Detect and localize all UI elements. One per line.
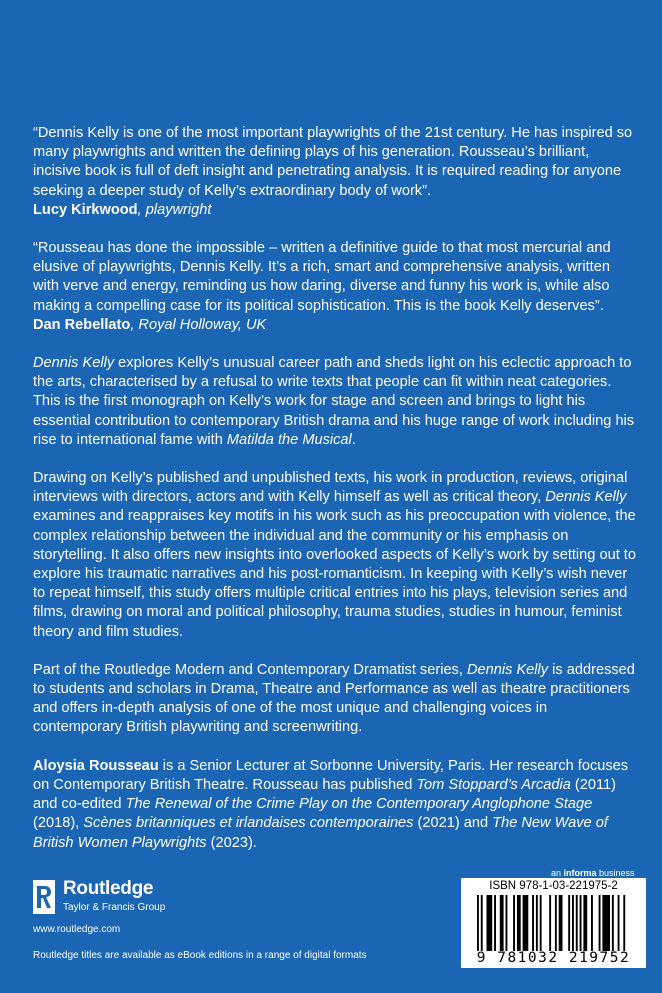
publication-title: The New Wave of British Women Playwrights	[33, 815, 608, 851]
routledge-logo-icon	[33, 880, 55, 914]
endorsement-rebellato	[33, 239, 638, 335]
book-title: Dennis Kelly	[33, 355, 115, 372]
description-text: .	[351, 431, 356, 448]
barcode-bar	[612, 895, 614, 951]
endorsement-kirkwood	[33, 124, 638, 220]
informa-brand: informa	[563, 868, 597, 878]
book-title: Dennis Kelly	[466, 661, 549, 678]
author-name: Aloysia Rousseau	[33, 757, 159, 774]
barcode-bar	[532, 895, 534, 951]
barcode-bar	[506, 895, 508, 951]
barcode-bar	[494, 895, 496, 951]
barcode-bar	[540, 895, 542, 951]
barcode-bar	[583, 895, 587, 951]
endorser-role: , playwright	[137, 201, 212, 218]
endorser-role: , Royal Holloway, UK	[130, 316, 267, 333]
barcode-bar	[568, 895, 570, 951]
barcode-bar	[572, 895, 574, 951]
author-bio	[33, 757, 638, 853]
barcode-bar	[523, 895, 529, 951]
barcode-bar	[555, 895, 557, 951]
barcode-bar	[559, 895, 563, 951]
quote-attribution	[33, 201, 638, 220]
description-text: Drawing on Kelly’s published and unpublished texts, his work in production, reviews, original interviews with directors, actors and with Kelly himself as well as critical theory,	[33, 470, 628, 506]
bio-text: (2023).	[206, 834, 257, 851]
quote-text: “Dennis Kelly is one of the most important playwrights of the 21st century. He has inspired so many playwrights and written the defining plays of his generation. Rousseau’s brilliant, incisive book is full of deft insight and penetrating analysis. It is required reading for anyone seeking a deeper study of Kelly’s extraordinary body of work”.	[33, 125, 633, 199]
barcode-bar	[481, 895, 483, 951]
barcode-bar	[517, 895, 521, 951]
description-paragraph-1	[33, 354, 638, 450]
bio-text: is a Senior Lecturer at Sorbonne University, Paris. Her research focuses on Contemporary British Theatre. Rousseau has published	[33, 757, 629, 793]
barcode-bar	[500, 895, 504, 951]
description-text: examines and reappraises key motifs in his work such as his preoccupation with violence, the complex relationship between the individual and the community or his emphasis on storytelling. It also offers new insights into overlooked aspects of Kelly’s work by setting out to explore his traumatic narratives and his post-romanticism. In keeping with Kelly’s wish never to repeat himself, this study offers multiple critical entries into his plays, television series and films, drawing on moral and political philosophy, trauma studies, studies in humour, feminist theory and film studies.	[33, 508, 636, 640]
bio-text: (2018),	[33, 815, 84, 832]
routledge-logo	[33, 878, 233, 918]
barcode-bar	[591, 895, 593, 951]
barcode-bar	[576, 895, 578, 951]
informa-tag	[551, 868, 635, 878]
description-paragraph-2	[33, 469, 638, 642]
book-title: Dennis Kelly	[545, 489, 627, 506]
barcode-bar	[618, 895, 620, 951]
barcode-bar	[477, 895, 479, 951]
quote-attribution	[33, 316, 638, 335]
publication-title: Scènes britanniques et irlandaises contemporaines	[83, 815, 414, 832]
barcode-bar	[602, 895, 610, 951]
informa-prefix: an	[551, 868, 564, 878]
isbn-barcode	[461, 878, 646, 968]
publisher-name: Routledge	[63, 878, 154, 899]
bio-text: (2021) and	[413, 815, 493, 832]
description-text: Part of the Routledge Modern and Contemporary Dramatist series,	[33, 661, 467, 678]
description-text: is addressed to students and scholars in Drama, Theatre and Performance as well as theatre practitioners and offers in-depth analysis of one of the most unique and challenging voices in contemporary British playwriting and screenwriting.	[33, 661, 635, 736]
barcode-bar	[580, 895, 582, 951]
barcode-digits: 9 781032 219752	[476, 950, 631, 966]
ebook-note: Routledge titles are available as eBook editions in a range of digital formats	[33, 950, 367, 961]
publisher-url[interactable]: www.routledge.com	[33, 924, 121, 935]
quote-text: “Rousseau has done the impossible – written a definitive guide to that most mercurial and elusive of playwrights, Dennis Kelly. It’s a rich, smart and comprehensive analysis, written with verve and energy, reminding us how daring, diverse and funny his work is, while also making a compelling case for its political sophistication. This is the book Kelly deserves”.	[33, 240, 611, 314]
endorser-name: Dan Rebellato	[33, 316, 131, 333]
barcode-bar	[623, 895, 625, 951]
publisher-group: Taylor & Francis Group	[63, 902, 166, 913]
bio-text: (2011) and co-edited	[33, 776, 616, 813]
barcode-bar	[536, 895, 538, 951]
musical-title: Matilda the Musical	[226, 431, 352, 448]
barcode-bars	[477, 895, 630, 951]
barcode-bar	[513, 895, 515, 951]
publication-title: The Renewal of the Crime Play on the Contemporary Anglophone Stage	[125, 796, 593, 813]
informa-suffix: business	[596, 868, 635, 878]
endorser-name: Lucy Kirkwood	[33, 201, 138, 218]
description-paragraph-3	[33, 661, 638, 738]
barcode-bar	[549, 895, 551, 951]
description-text: explores Kelly’s unusual career path and sheds light on his eclectic approach to the arts, characterised by a refusal to write texts that people can fit within neat categories. This is the first monograph on Kelly’s work for stage and screen and brings to light his essential contribution to contemporary British drama and his huge range of work including his rise to international fame with	[33, 355, 635, 448]
publication-title: Tom Stoppard’s Arcadia	[416, 776, 571, 793]
back-cover-text	[33, 124, 638, 872]
isbn-label: ISBN 978-1-03-221975-2	[489, 880, 618, 892]
barcode-bar	[599, 895, 601, 951]
barcode-bar	[487, 895, 493, 951]
